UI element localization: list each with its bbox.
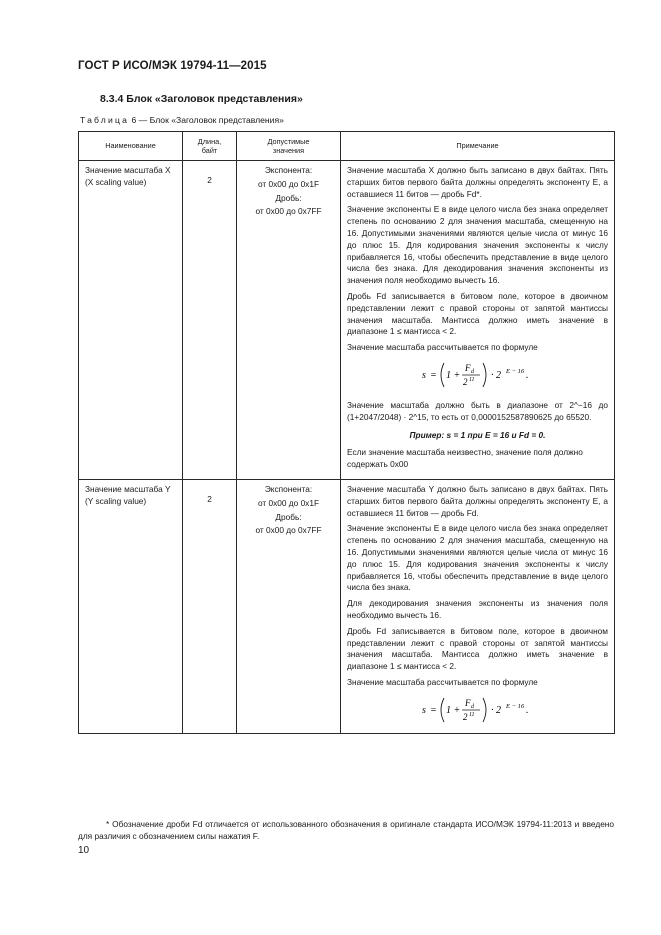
column-header-values: Допустимые значения [237, 132, 341, 161]
note-paragraph: Дробь Fd записывается в битовом поле, которое в двоичном представлении лежит с правой стороны от запятой мантиссы значения масштаба. Мантисса должно иметь значение в диапазоне 1 ≤ мантисса < 2. [347, 290, 608, 337]
footnote [78, 818, 614, 842]
svg-text:=: = [429, 704, 437, 716]
svg-text:d: d [470, 703, 474, 710]
table-caption-prefix: Таблица [80, 115, 130, 125]
note-paragraph: Значение масштаба Y должно быть записано в двух байтах. Пять старших битов первого байта должны определять экспоненту E, а оставшиеся 11 битов — дробь Fd. [347, 483, 608, 518]
svg-text:E − 16: E − 16 [505, 702, 524, 710]
scaling-formula [347, 360, 608, 390]
example-text: Пример: s = 1 при E = 16 и Fd = 0. [409, 429, 546, 440]
table-row [79, 161, 615, 480]
svg-text:.: . [525, 369, 528, 381]
column-header-name: Наименование [79, 132, 183, 161]
value-fraction-range: от 0x00 до 0x7FF [255, 206, 322, 217]
svg-text:s: s [421, 369, 426, 381]
column-header-note: Примечание [341, 132, 615, 161]
row-note-cell [341, 479, 615, 733]
row-note-cell [341, 161, 615, 480]
note-paragraph: Значение масштаба рассчитывается по формуле [347, 342, 538, 353]
svg-text:s: s [421, 704, 426, 716]
value-exponent-label: Экспонента: [264, 483, 313, 494]
page-number: 10 [78, 845, 90, 856]
scaling-formula-graphic [418, 695, 538, 725]
row-length-cell: 2 [183, 479, 237, 733]
note-paragraph: Значение экспоненты E в виде целого числа без знака определяет степень по основанию 2 для значения масштаба, смещенную на 16. Допустимыми значениями являются целые числа от минус 16 до плюс 15. Для кодирования значения экспоненты к числу прибавляется 16, чтобы обеспечить представление в виде целого числа без знака. Для декодирования значения экспоненты из значения поля необходимо вычесть 16. [347, 204, 608, 286]
note-paragraph: Для декодирования значения экспоненты из значения поля необходимо вычесть 16. [347, 598, 608, 620]
svg-text:.: . [525, 704, 528, 716]
table-caption-text: 6 — Блок «Заголовок представления» [131, 115, 284, 125]
table-header-row [79, 132, 615, 161]
column-header-length: Длина, байт [183, 132, 237, 161]
svg-text:1 +: 1 + [445, 369, 460, 381]
block-header-table [78, 131, 615, 734]
note-paragraph: Значение масштаба X должно быть записано в двух байтах. Пять старших битов первого байта должны определять экспоненту E, а оставшиеся 11 битов — дробь Fd*. [347, 165, 608, 199]
table-caption [80, 115, 284, 125]
row-values-cell [237, 161, 341, 480]
footnote-text: * Обозначение дроби Fd отличается от использованного обозначения в оригинале стандарта ИСО/МЭК 19794-11:2013 и введено для различия с обозначением силы нажатия F. [78, 819, 614, 841]
table-row [79, 479, 615, 733]
svg-text:=: = [429, 369, 437, 381]
document-header: ГОСТ Р ИСО/МЭК 19794-11—2015 [78, 60, 267, 72]
section-title: 8.3.4 Блок «Заголовок представления» [100, 93, 303, 105]
row-name-cell: Значение масштаба X (X scaling value) [79, 161, 183, 480]
scaling-formula-graphic [418, 360, 538, 390]
note-paragraph: Дробь Fd записывается в битовом поле, которое в двоичном представлении лежит с правой стороны от запятой мантиссы значения масштаба. Мантисса должно иметь значение в диапазоне 1 ≤ мантисса < 2. [347, 625, 608, 672]
svg-text:F: F [464, 362, 470, 373]
svg-text:· 2: · 2 [490, 369, 501, 381]
svg-text:2: 2 [462, 376, 467, 387]
row-name-cell: Значение масштаба Y (Y scaling value) [79, 479, 183, 733]
note-paragraph: Значение экспоненты E в виде целого числа без знака определяет степень по основанию 2 для значения масштаба, смещенную на 16. Допустимыми значениями являются целые числа от минус 16 до плюс 15. Для кодирования значения экспоненты к числу прибавляется 16, чтобы обеспечить представление в виде целого числа без знака. [347, 523, 608, 593]
svg-text:2: 2 [462, 711, 467, 722]
note-paragraph: Если значение масштаба неизвестно, значение поля должно содержать 0x00 [347, 447, 583, 470]
svg-text:1 +: 1 + [445, 704, 460, 716]
note-paragraph: Значение масштаба рассчитывается по формуле [347, 676, 538, 687]
row-values-cell [237, 479, 341, 733]
svg-text:11: 11 [468, 376, 475, 383]
value-fraction-label: Дробь: [275, 511, 302, 522]
value-fraction-range: от 0x00 до 0x7FF [255, 525, 322, 536]
note-paragraph: Значение масштаба должно быть в диапазоне от 2^−16 до (1+2047/2048) · 2^15, то есть от 0,0000152587890625 до 65520. [347, 399, 608, 422]
svg-text:E − 16: E − 16 [505, 367, 524, 375]
scaling-formula [347, 695, 608, 725]
svg-text:d: d [470, 368, 474, 375]
row-length-cell: 2 [183, 161, 237, 480]
value-exponent-range: от 0x00 до 0x1F [257, 497, 320, 508]
svg-text:11: 11 [468, 711, 475, 718]
value-fraction-label: Дробь: [275, 192, 302, 203]
value-exponent-range: от 0x00 до 0x1F [257, 178, 320, 189]
svg-text:F: F [464, 697, 470, 708]
svg-text:· 2: · 2 [490, 704, 501, 716]
value-exponent-label: Экспонента: [264, 165, 313, 175]
